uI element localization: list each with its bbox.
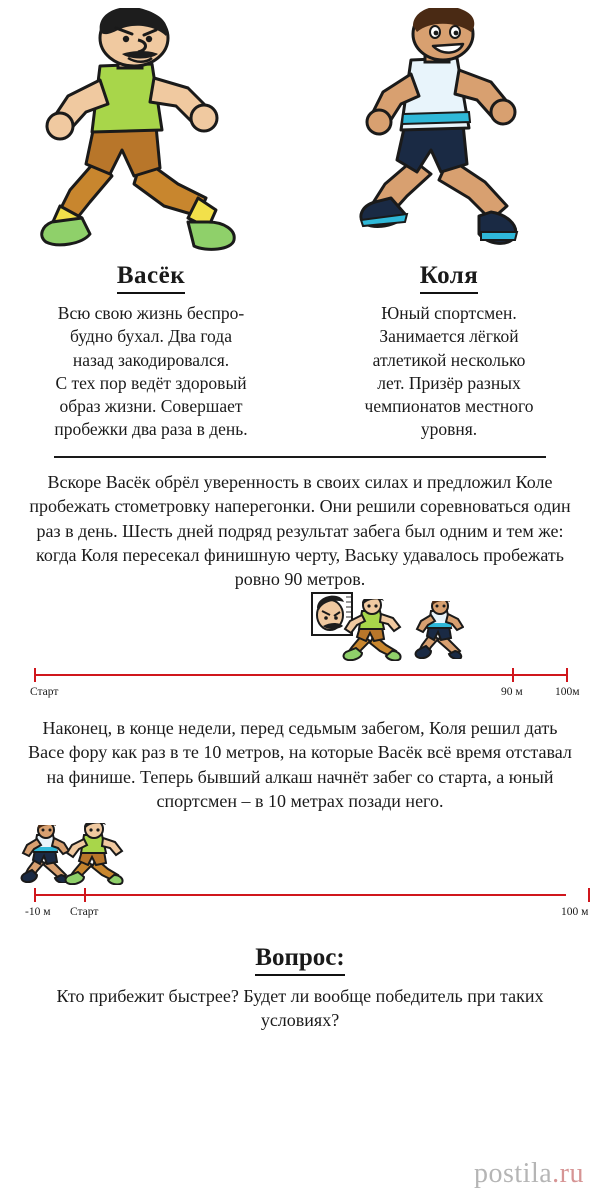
question-heading-wrap bbox=[12, 944, 588, 976]
track-label-100-second: 100 м bbox=[561, 905, 589, 918]
track-tick-90-first bbox=[512, 668, 514, 682]
character-description-kolya: Юный спортсмен. Занимается лёгкой атлетикой несколько лет. Призёр разных чемпионатов местного уровня. bbox=[364, 303, 534, 440]
character-name-vasek: Васёк bbox=[117, 262, 185, 294]
track-axis-line-first bbox=[34, 674, 566, 676]
runner-kolya-icon bbox=[339, 8, 549, 258]
track-tick-behind-second bbox=[34, 888, 36, 902]
watermark-accent: .ru bbox=[552, 1158, 584, 1189]
mini-runner-kolya bbox=[414, 601, 464, 664]
story-paragraph-second: Наконец, в конце недели, перед седьмым забегом, Коля решил дать Васе фору как раз в те 10 метров, на которые Васёк всё время отставал на финише. Теперь бывший алкаш начнёт забег со старта, а юный спортсмен – в 10 метрах позади него. bbox=[28, 717, 572, 812]
track-label-start-first: Старт bbox=[30, 685, 59, 698]
question-text: Кто прибежит быстрее? Будет ли вообще победитель при таких условиях? bbox=[56, 985, 544, 1031]
character-figure-kolya bbox=[319, 8, 569, 258]
character-figure-vasek bbox=[31, 8, 281, 258]
track-label-90-first: 90 м bbox=[501, 685, 523, 698]
question-title: Вопрос: bbox=[255, 944, 344, 976]
character-bios bbox=[12, 262, 588, 442]
track-diagram-second bbox=[12, 816, 588, 934]
watermark-main: postila bbox=[474, 1158, 553, 1189]
track-diagram-first bbox=[12, 598, 588, 710]
character-description-vasek: Всю свою жизнь беспро- будно бухал. Два года назад закодировался. С тех пор ведёт здоровый образ жизни. Совершает пробежки два раза в день. bbox=[54, 303, 248, 440]
track-axis-line-second bbox=[34, 894, 566, 896]
mini-runner-kolya-behind bbox=[20, 825, 70, 888]
track-label-behind-second: -10 м bbox=[25, 905, 51, 918]
track-label-start-second: Старт bbox=[70, 905, 99, 918]
mini-runner-vasek-start bbox=[64, 823, 126, 890]
mini-runner-vasek bbox=[342, 599, 404, 666]
track-tick-100-second bbox=[588, 888, 590, 902]
story-paragraph-first: Вскоре Васёк обрёл уверенность в своих силах и предложил Коле пробежать стометровку наперегонки. Они решили соревноваться один раз в день. Шесть дней подряд результат забега был одним и тем же: когда Коля пересекал финишную черту, Ваську удавалось пробежать ровно 90 метров. bbox=[29, 471, 571, 590]
characters-illustration-row bbox=[12, 0, 588, 258]
watermark bbox=[474, 1158, 584, 1190]
runner-vasek-icon bbox=[38, 8, 274, 258]
track-tick-start-second bbox=[84, 888, 86, 902]
bio-vasek bbox=[12, 262, 290, 442]
horizontal-divider bbox=[54, 456, 546, 458]
bio-kolya bbox=[310, 262, 588, 442]
track-label-100-first: 100м bbox=[555, 685, 580, 698]
track-tick-start-first bbox=[34, 668, 36, 682]
character-name-kolya: Коля bbox=[420, 262, 479, 294]
track-tick-100-first bbox=[566, 668, 568, 682]
